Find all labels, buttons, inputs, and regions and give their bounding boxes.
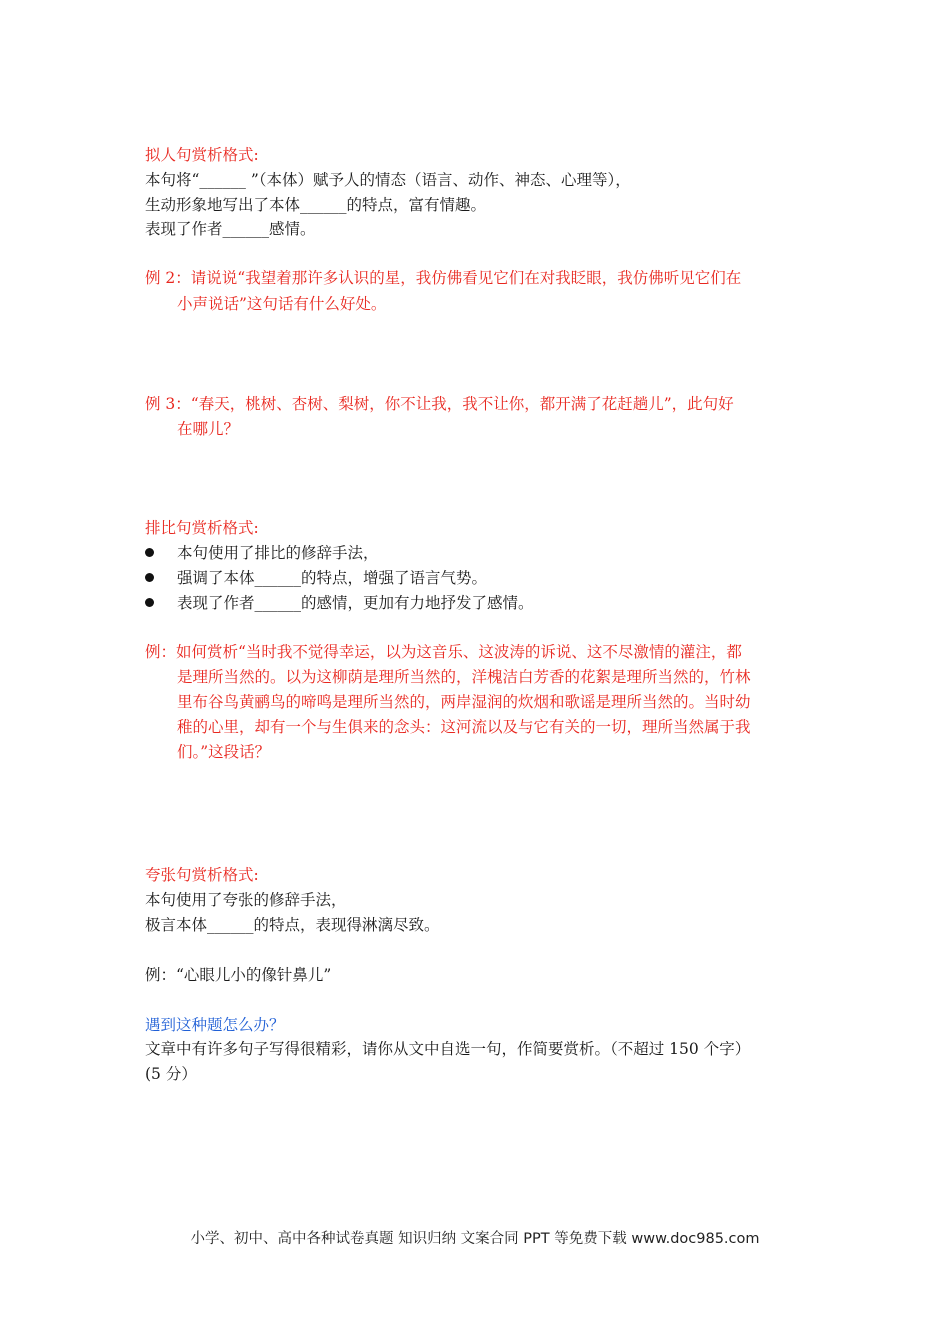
bullet-text: 表现了作者______的感情，更加有力地抒发了感情。 bbox=[177, 594, 534, 612]
parallel-example-line-4: 稚的心里，却有一个与生俱来的念头：这河流以及与它有关的一切，理所当然属于我 bbox=[177, 718, 751, 736]
parallel-example-line-2: 是理所当然的。以为这柳荫是理所当然的，洋槐洁白芳香的花絮是理所当然的，竹林 bbox=[177, 668, 751, 686]
parallel-example-line-5: 们。”这段话？ bbox=[177, 743, 271, 761]
hyperbole-line-2: 极言本体______的特点，表现得淋漓尽致。 bbox=[145, 916, 440, 934]
page-footer: 小学、初中、高中各种试卷真题 知识归纳 文案合同 PPT 等免费下载 www.doc985.com bbox=[190, 1231, 760, 1247]
personification-heading: 拟人句赏析格式: bbox=[145, 146, 259, 164]
question-line-2: (5 分） bbox=[145, 1065, 197, 1083]
bullet-icon bbox=[145, 598, 154, 607]
example-2-line-2: 小声说话”这句话有什么好处。 bbox=[177, 295, 387, 313]
bullet-icon bbox=[145, 573, 154, 582]
hyperbole-example: 例：“心眼儿小的像针鼻儿” bbox=[145, 966, 332, 984]
parallel-example-line-3: 里布谷鸟黄鹂鸟的啼鸣是理所当然的，两岸湿润的炊烟和歌谣是理所当然的。当时幼 bbox=[177, 693, 751, 711]
personification-line-3: 表现了作者______感情。 bbox=[145, 220, 316, 238]
example-2-line-1: 例 2：请说说“我望着那许多认识的星，我仿佛看见它们在对我眨眼，我仿佛听见它们在 bbox=[145, 269, 742, 287]
parallel-example-line-1: 例：如何赏析“当时我不觉得幸运，以为这音乐、这波涛的诉说、这不尽激情的灌注，都 bbox=[145, 643, 742, 661]
question-line-1: 文章中有许多句子写得很精彩，请你从文中自选一句，作简要赏析。（不超过 150 个字） bbox=[145, 1040, 751, 1058]
parallelism-heading: 排比句赏析格式: bbox=[145, 519, 259, 537]
question-heading: 遇到这种题怎么办？ bbox=[145, 1016, 285, 1034]
personification-line-1: 本句将“______ ”（本体）赋予人的情态（语言、动作、神态、心理等）， bbox=[145, 171, 631, 189]
hyperbole-line-1: 本句使用了夸张的修辞手法， bbox=[145, 891, 347, 909]
bullet-text: 强调了本体______的特点，增强了语言气势。 bbox=[177, 569, 488, 587]
hyperbole-heading: 夸张句赏析格式: bbox=[145, 866, 259, 884]
example-3-line-1: 例 3：“春天，桃树、杏树、梨树，你不让我，我不让你，都开满了花赶趟儿”，此句好 bbox=[145, 395, 734, 413]
example-3-line-2: 在哪儿？ bbox=[177, 420, 240, 438]
bullet-icon bbox=[145, 548, 154, 557]
personification-line-2: 生动形象地写出了本体______的特点，富有情趣。 bbox=[145, 196, 487, 214]
bullet-text: 本句使用了排比的修辞手法， bbox=[177, 544, 379, 562]
